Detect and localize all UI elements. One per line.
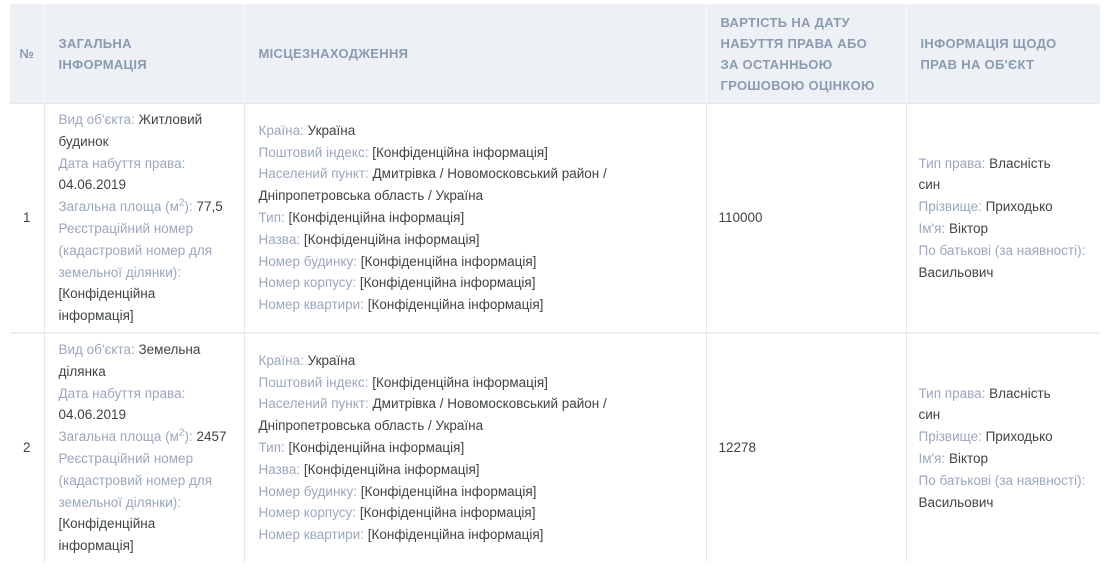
field: [919, 218, 1089, 240]
field: [59, 426, 232, 448]
column-header-value: [706, 4, 906, 104]
field-label: Реєстраційний номер (кадастровий номер для земельної ділянки):: [58, 450, 213, 510]
column-header-line: ГРОШОВОЮ ОЦІНКОЮ: [720, 77, 875, 93]
field-label: Населений пункт:: [258, 396, 369, 412]
field-value: Віктор: [948, 220, 989, 236]
field-label: Номер квартири:: [258, 297, 364, 313]
field: [59, 153, 232, 197]
field-label: Вид об'єкта:: [58, 341, 135, 357]
field-value: [Конфіденційна інформація]: [359, 505, 536, 521]
field-value: [Конфіденційна інформація]: [367, 297, 544, 313]
cell-location: [244, 333, 706, 562]
cell-number: 1: [10, 104, 44, 333]
field: [59, 383, 232, 427]
field: [259, 524, 694, 546]
cell-valuation: 110000: [706, 104, 906, 333]
field: [259, 459, 694, 481]
field: [59, 109, 232, 153]
field-label: Прізвище:: [918, 199, 982, 215]
field: [919, 470, 1089, 514]
field-value: [Конфіденційна інформація]: [303, 461, 480, 477]
field: [919, 153, 1089, 175]
field: [259, 229, 694, 251]
field-value: син: [918, 177, 941, 193]
field-label: Населений пункт:: [258, 166, 369, 182]
field-value: [Конфіденційна інформація]: [58, 286, 156, 324]
field-label: Прізвище:: [918, 429, 982, 445]
field-label: Дата набуття права:: [58, 155, 186, 171]
table-body: [10, 104, 1100, 562]
field-label: Номер корпусу:: [258, 505, 357, 521]
field-label: Реєстраційний номер (кадастровий номер для земельної ділянки):: [58, 220, 213, 280]
column-header-line: ВАРТІСТЬ НА ДАТУ: [720, 14, 850, 30]
field-label: Тип:: [258, 210, 285, 226]
superscript: 2: [178, 427, 185, 439]
field-value: Житловий будинок: [58, 112, 203, 149]
field-label: Країна:: [258, 352, 304, 368]
field: [919, 240, 1089, 284]
field-label: По батькові (за наявності):: [918, 472, 1086, 488]
field-value: 04.06.2019: [58, 177, 127, 193]
field-label: Поштовий індекс:: [258, 374, 369, 390]
column-header-line: МІСЦЕЗНАХОДЖЕННЯ: [258, 46, 409, 61]
field-value: [Конфіденційна інформація]: [303, 231, 480, 247]
column-header-line: ЗАГАЛЬНА: [58, 35, 132, 51]
cell-valuation: 12278: [706, 333, 906, 562]
field-value: [Конфіденційна інформація]: [288, 210, 465, 226]
field: [259, 272, 694, 294]
table-header-row: [10, 4, 1100, 104]
field-label: Тип права:: [918, 385, 986, 401]
field: [59, 196, 232, 218]
field-label: Ім'я:: [918, 450, 946, 466]
field-label: Назва:: [258, 461, 301, 477]
field: [919, 448, 1089, 470]
field: [919, 426, 1089, 448]
field: [59, 339, 232, 383]
field-label: Вид об'єкта:: [58, 112, 135, 127]
field-label: Назва:: [258, 231, 301, 247]
column-header-line: ПРАВ НА ОБ'ЄКТ: [920, 56, 1035, 72]
field: [259, 437, 694, 459]
field-value: Власність: [989, 385, 1051, 401]
cell-rights-info: [906, 104, 1100, 333]
table-row: [10, 333, 1100, 562]
field-value: [Конфіденційна інформація]: [360, 483, 537, 499]
field: [919, 404, 1089, 426]
field: [919, 174, 1089, 196]
field-label: Країна:: [258, 122, 304, 138]
field-label: Загальна площа $(м^2)$:: [58, 427, 193, 445]
field: [919, 383, 1089, 405]
field: [259, 207, 694, 229]
field-value: Віктор: [948, 450, 989, 466]
field: [259, 350, 694, 372]
column-header-num: [10, 4, 44, 104]
field: [259, 142, 694, 164]
superscript: 2: [178, 197, 185, 209]
column-header-line: НАБУТТЯ ПРАВА АБО: [720, 35, 867, 51]
field-value: син: [918, 407, 941, 423]
column-header-general: [44, 4, 244, 104]
field-value: Приходько: [985, 429, 1053, 445]
field-value: Україна: [307, 122, 356, 138]
field-value: [Конфіденційна інформація]: [288, 440, 465, 456]
field-value: 2457: [196, 429, 227, 445]
field-value: Дмитрівка / Новомосковський район / Дніпропетровська область / Україна: [258, 166, 607, 204]
field-label: Номер квартири:: [258, 527, 364, 543]
field-label: Номер корпусу:: [258, 275, 357, 291]
cell-general-info: [44, 333, 244, 562]
field-label: Тип:: [258, 440, 285, 456]
field-value: Власність: [989, 155, 1051, 171]
field-value: [Конфіденційна інформація]: [372, 144, 548, 160]
field-label: Загальна площа $(м^2)$:: [58, 197, 193, 215]
field-label: Номер будинку:: [258, 253, 357, 269]
field-value: [Конфіденційна інформація]: [360, 253, 537, 269]
field-value: [Конфіденційна інформація]: [58, 516, 156, 554]
field: [59, 218, 232, 327]
field: [259, 502, 694, 524]
field-label: Номер будинку:: [258, 483, 357, 499]
table-header: [10, 4, 1100, 104]
field: [59, 448, 232, 557]
field: [259, 251, 694, 273]
field: [259, 163, 694, 207]
field: [259, 393, 694, 437]
real-estate-table: [10, 4, 1100, 562]
field: [919, 196, 1089, 218]
field-value: Україна: [307, 352, 356, 368]
field-value: Приходько: [985, 199, 1053, 215]
column-header-line: ІНФОРМАЦІЯ: [58, 56, 147, 72]
field: [259, 120, 694, 142]
column-header-rights: [906, 4, 1100, 104]
field-value: Васильович: [918, 494, 994, 510]
cell-rights-info: [906, 333, 1100, 562]
field-value: Земельна ділянка: [58, 341, 201, 379]
field-value: 04.06.2019: [58, 407, 127, 423]
field: [259, 294, 694, 316]
field-value: Дмитрівка / Новомосковський район / Дніпропетровська область / Україна: [258, 396, 607, 434]
field-label: По батькові (за наявності):: [918, 242, 1086, 258]
field-value: [Конфіденційна інформація]: [367, 527, 544, 543]
field-value: Васильович: [918, 264, 994, 280]
field-label: Поштовий індекс:: [258, 144, 369, 160]
field-label: Ім'я:: [918, 220, 946, 236]
declaration-real-estate-section: [10, 4, 1100, 562]
field-value: [Конфіденційна інформація]: [359, 275, 536, 291]
cell-general-info: [44, 104, 244, 333]
column-header-location: [244, 4, 706, 104]
table-row: [10, 104, 1100, 333]
field-label: Дата набуття права:: [58, 385, 186, 401]
column-header-line: ІНФОРМАЦІЯ ЩОДО: [920, 35, 1057, 51]
field: [259, 372, 694, 394]
field-value: 77,5: [196, 199, 223, 215]
cell-location: [244, 104, 706, 333]
field-label: Тип права:: [918, 155, 986, 171]
field-value: [Конфіденційна інформація]: [372, 374, 548, 390]
column-header-line: №: [19, 46, 35, 61]
field: [259, 481, 694, 503]
cell-number: 2: [10, 333, 44, 562]
column-header-line: ЗА ОСТАННЬОЮ: [720, 56, 833, 72]
